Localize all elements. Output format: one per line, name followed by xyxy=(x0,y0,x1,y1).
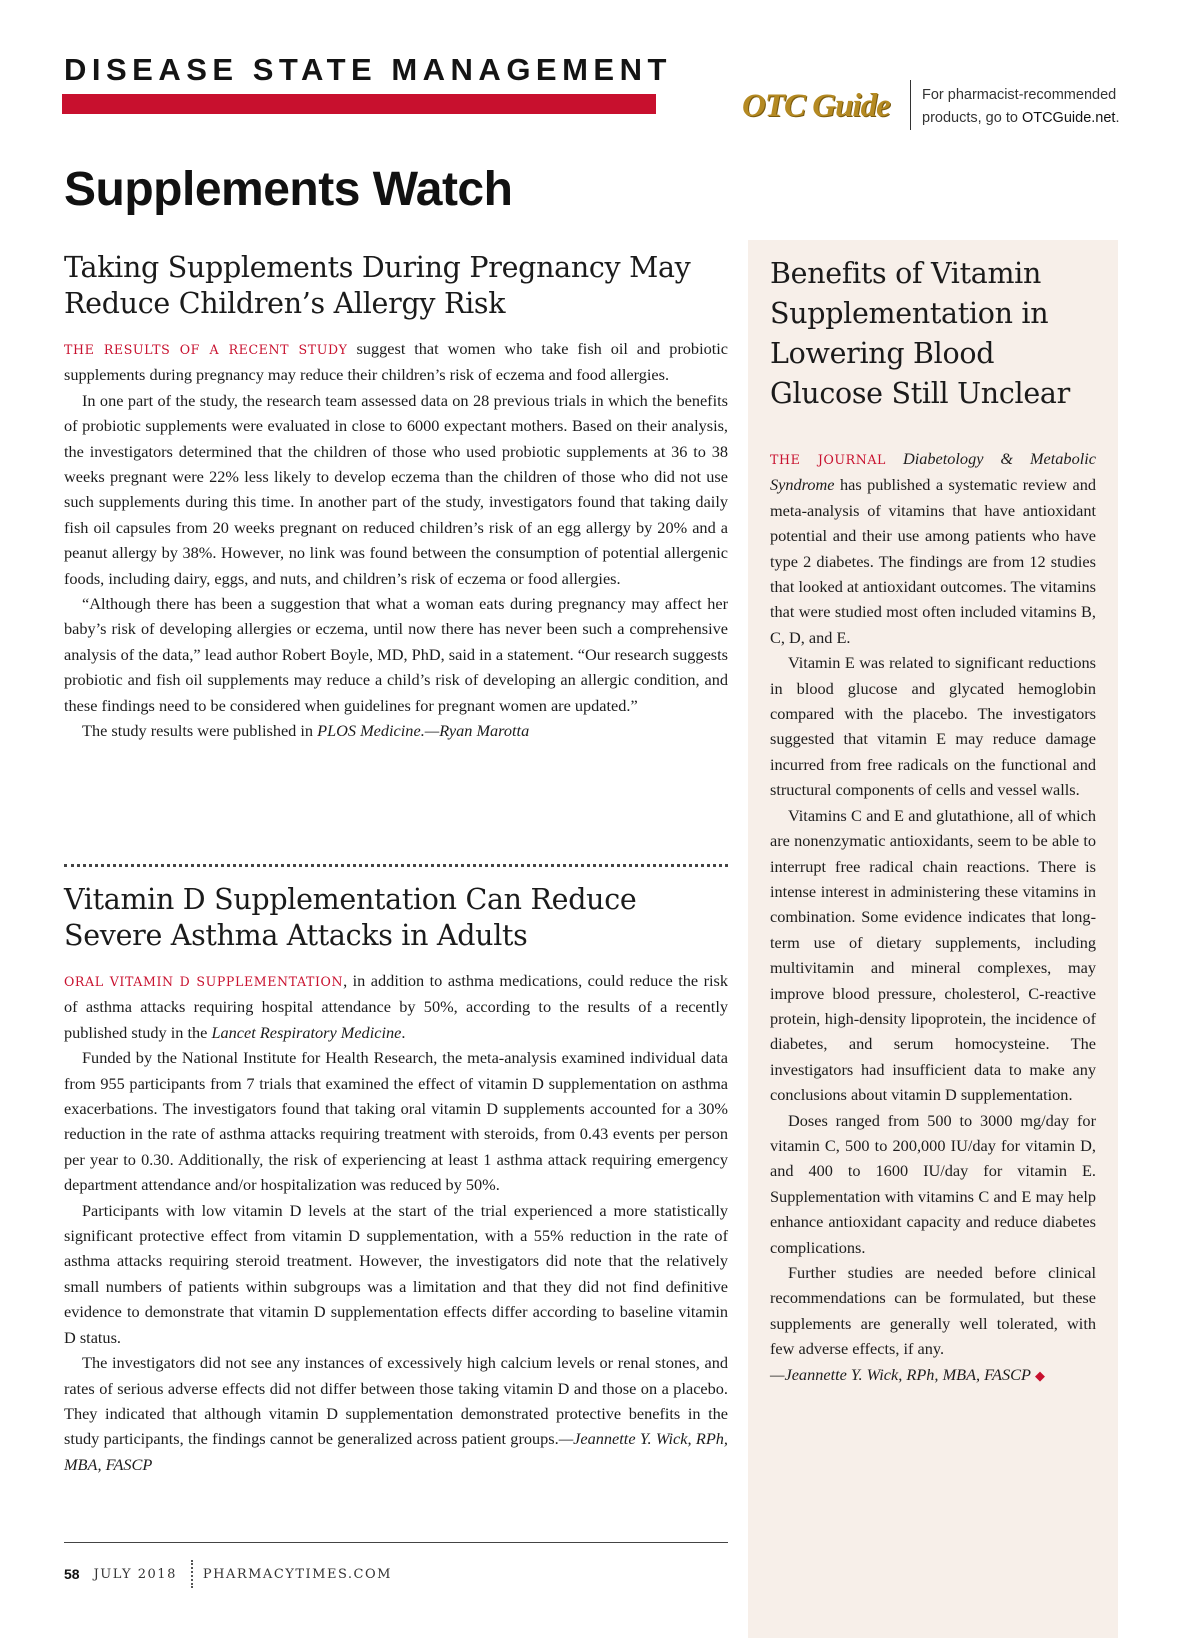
paragraph xyxy=(770,1362,1096,1388)
paragraph: Participants with low vitamin D levels at the start of the trial experienced a more statistically significant protective effect from vitamin D supplementation, with a 55% reduction in the rate of asthma attacks requiring steroid treatment. However, the investigators did note that the relatively small numbers of patients within subgroups was a limitation and that they did not find definitive evidence to demonstrate that vitamin D supplementation effects differ according to baseline vitamin D status. xyxy=(64,1200,728,1347)
article-title: Taking Supplements During Pregnancy May Reduce Children’s Allergy Risk xyxy=(64,251,691,320)
paragraph-text: has published a systematic review and meta-analysis of vitamins that have antioxidant potential and their use among patients who have type 2 diabetes. The findings are from 12 studies that looked at antioxidant outcomes. The vitamins that were studied most often included vitamins B, C, D, and E. xyxy=(770,475,1096,647)
paragraph-text: , in addition to asthma medications, could reduce the risk of asthma attacks requiring hospital attendance by 50%, according to the results of a recently published study in the xyxy=(64,971,728,1042)
logo-divider xyxy=(910,80,911,130)
paragraph: Vitamins C and E and glutathione, all of which are nonenzymatic antioxidants, seem to be able to interrupt free radical chain reactions. There is intense interest in administering these vitamins in combination. Some evidence indicates that long-term use of dietary supplements, including multivitamin and mineral complexes, may improve blood pressure, cholesterol, C-reactive protein, high-density lipoprotein, the incidence of diabetes, and serum homocysteine. The investigators had insufficient data to make any conclusions about vitamin D supplementation. xyxy=(770,805,1096,1105)
paragraph xyxy=(770,446,1096,650)
sidebar-title: Benefits of Vitamin Supplementation in Lowering Blood Glucose Still Unclear xyxy=(770,257,1070,410)
article-pregnancy-allergy xyxy=(64,250,728,744)
article-divider xyxy=(64,864,728,867)
byline: —Jeannette Y. Wick, RPh, MBA, FASCP xyxy=(770,1364,1031,1384)
otc-promo xyxy=(922,84,1122,130)
paragraph-end: . xyxy=(401,1022,406,1042)
otc-guide-logo[interactable]: OTC Guide xyxy=(742,88,890,124)
article-body xyxy=(64,336,728,744)
sidebar-body xyxy=(770,446,1096,1388)
paragraph: “Although there has been a suggestion that what a woman eats during pregnancy may affect her baby’s risk of developing allergies or eczema, until now there has never been such a comprehensive analysis of the data,” lead author Robert Boyle, MD, PhD, said in a statement. “Our research suggests probiotic and fish oil supplements may reduce a child’s risk of developing an allergic condition, and these findings need to be considered when guidelines for pregnant women are updated.” xyxy=(64,594,728,715)
article-body xyxy=(64,968,728,1477)
paragraph: Vitamin E was related to significant reductions in blood glucose and glycated hemoglobin compared with the placebo. The investigators suggested that vitamin E may reduce damage incurred from free radicals on the functional and structural components of cells and vessel walls. xyxy=(770,653,1096,800)
journal-name: Lancet Respiratory Medicine xyxy=(211,1022,402,1042)
promo-text: For pharmacist-recommended products, go to xyxy=(922,87,1117,126)
article-title: Vitamin D Supplementation Can Reduce Severe Asthma Attacks in Adults xyxy=(64,883,637,952)
paragraph-text: The study results were published in xyxy=(82,721,318,741)
lead-in: THE JOURNAL xyxy=(770,452,886,467)
promo-end: . xyxy=(1115,110,1120,126)
lead-in: THE RESULTS OF A RECENT STUDY xyxy=(64,342,348,357)
paragraph: Funded by the National Institute for Health Research, the meta-analysis examined individual data from 955 participants from 7 trials that examined the effect of vitamin D supplementation on asthma exacerbations. The investigators found that taking oral vitamin D supplements accounted for a 30% reduction in the rate of asthma attacks requiring treatment with steroids, from 0.43 events per person per year to 0.30. Additionally, the risk of experiencing at least 1 asthma attack requiring emergency department attendance and/or hospitalization was reduced by 50%. xyxy=(64,1048,728,1195)
lead-in: ORAL VITAMIN D SUPPLEMENTATION xyxy=(64,974,344,989)
paragraph xyxy=(64,336,728,388)
paragraph-text: suggest that women who take fish oil and probiotic supplements during pregnancy may reduce their children’s risk of eczema and food allergies. xyxy=(64,339,729,385)
issue-date: JULY 2018 xyxy=(93,1566,177,1582)
journal-name: PLOS Medicine xyxy=(317,721,421,741)
paragraph: Further studies are needed before clinical recommendations can be formulated, but these supplements are generally well tolerated, with few adverse effects, if any. xyxy=(770,1263,1096,1359)
paragraph xyxy=(64,968,728,1045)
byline: —Jeannette Y. Wick, RPh, MBA, FASCP xyxy=(64,1429,728,1474)
page-number: 58 xyxy=(64,1566,80,1582)
paragraph: In one part of the study, the research team assessed data on 28 previous trials in which the benefits of probiotic supplements were evaluated in close to 6000 expectant mothers. Based on their analysis, the investigators determined that the children of those who used probiotic supplements at 36 to 38 weeks pregnant were 22% less likely to develop eczema than the children of those who did not use such supplements during this time. In another part of the study, investigators found that taking daily fish oil capsules from 20 weeks pregnant on reduced children’s risk of an egg allergy by 20% and a peanut allergy by 38%. However, no link was found between the consumption of potential allergenic foods, including dairy, eggs, and nuts, and children’s risk of eczema or food allergies. xyxy=(64,390,728,588)
paragraph xyxy=(64,1350,728,1477)
footer-rule xyxy=(64,1542,728,1543)
end-mark-icon: ◆ xyxy=(1034,1367,1045,1383)
journal-name: Diabetology & Metabolic Syndrome xyxy=(770,449,1096,495)
site-link[interactable]: PHARMACYTIMES.COM xyxy=(202,1566,392,1582)
section-heading: DISEASE STATE MANAGEMENT xyxy=(64,52,672,87)
page-title: Supplements Watch xyxy=(64,163,513,216)
promo-link[interactable]: OTCGuide.net xyxy=(1021,110,1116,126)
paragraph: Doses ranged from 500 to 3000 mg/day for vitamin C, 500 to 200,000 IU/day for vitamin D, and 400 to 1600 IU/day for vitamin E. Supplementation with vitamins C and E may help enhance antioxidant capacity and reduce diabetes complications. xyxy=(770,1110,1096,1257)
article-vitamin-d-asthma xyxy=(64,882,728,1477)
page-footer xyxy=(64,1563,392,1585)
byline: .—Ryan Marotta xyxy=(420,721,530,741)
footer-separator xyxy=(191,1560,193,1588)
sidebar-article xyxy=(748,240,1118,1638)
sidebar-content xyxy=(770,254,1096,1388)
paragraph xyxy=(64,718,728,743)
section-bar xyxy=(62,94,656,114)
paragraph-text: The investigators did not see any instances of excessively high calcium levels or renal stones, and rates of serious adverse effects did not differ between those taking vitamin D and those on a placebo. They indicated that although vitamin D supplementation demonstrated protective benefits in the study participants, the findings cannot be generalized across patient groups. xyxy=(64,1353,728,1449)
